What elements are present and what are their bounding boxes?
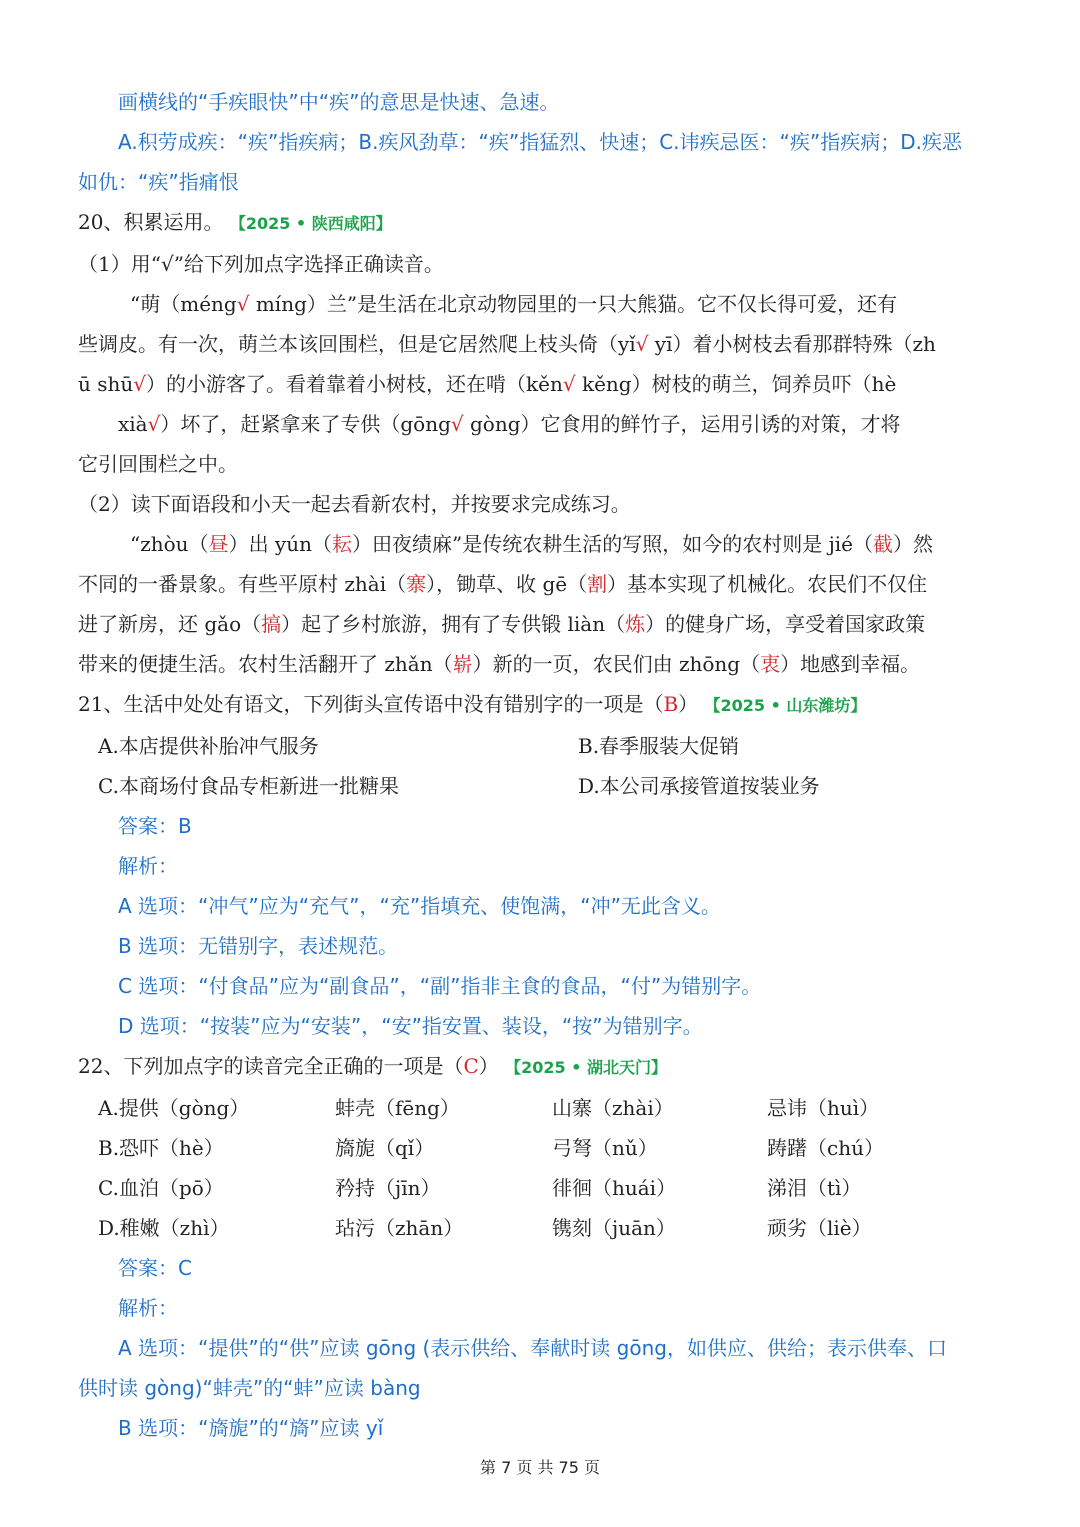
- q22-cell: 玷污（zhān）: [335, 1216, 464, 1240]
- answer-char: 截: [873, 532, 894, 556]
- q22-cell: 矜持（jīn）: [335, 1176, 441, 1200]
- q22-cell: 旖旎（qǐ）: [335, 1136, 435, 1160]
- q22-cell: 顽劣（liè）: [767, 1216, 872, 1240]
- q22-cell: B.恐吓（hè）: [98, 1136, 224, 1160]
- q21-stem: 21、生活中处处有语文，下列街头宣传语中没有错别字的一项是（B） 【2025 • 山东潍坊】: [78, 692, 867, 716]
- check-mark: √: [635, 332, 649, 356]
- q22-options: [78, 1088, 1003, 1248]
- q21-option-d: D.本公司承接管道按装业务: [578, 774, 820, 798]
- q22-cell: D.稚嫩（zhì）: [98, 1216, 230, 1240]
- q21-option-c: C.本商场付食品专柜新进一批糖果: [98, 774, 399, 798]
- page-content: [78, 82, 1003, 1448]
- q21-analysis-label: 解析：: [118, 854, 178, 878]
- q22-cell: 山寨（zhài）: [552, 1096, 674, 1120]
- answer-char: 炼: [625, 612, 646, 636]
- q21-source-tag: 【2025 • 山东潍坊】: [704, 696, 867, 715]
- q20-p1-line5: 它引回围栏之中。: [78, 452, 238, 476]
- inline-answer: B: [663, 692, 679, 716]
- q21-analysis-a: A 选项：“冲气”应为“充气”，“充”指填充、使饱满，“冲”无此含义。: [118, 894, 721, 918]
- answer-char: 昼: [208, 532, 229, 556]
- q20-p2-line1: “zhòu（昼）出 yún（耘）田夜绩麻”是传统农耕生活的写照，如今的农村则是 jié（截）然: [130, 532, 934, 556]
- q19-analysis-line3: 如仇：“疾”指痛恨: [78, 170, 239, 194]
- q22-cell: A.提供（gòng）: [98, 1096, 250, 1120]
- q22-analysis-a2: 供时读 gòng)“蚌壳”的“蚌”应读 bàng: [78, 1376, 421, 1400]
- q20-part2: （2）读下面语段和小天一起去看新农村，并按要求完成练习。: [78, 492, 631, 516]
- check-mark: √: [133, 372, 147, 396]
- q20-p1-line1: “萌（méng√ míng）兰”是生活在北京动物园里的一只大熊猫。它不仅长得可爱，还有: [130, 292, 898, 316]
- q21-option-b: B.春季服装大促销: [578, 734, 740, 758]
- q22-cell: 涕泪（tì）: [767, 1176, 862, 1200]
- q20-stem: 20、积累运用。 【2025 • 陕西咸阳】: [78, 210, 392, 234]
- check-mark: √: [450, 412, 464, 436]
- q20-p1-line2: 些调皮。有一次，萌兰本该回围栏，但是它居然爬上枝头倚（yǐ√ yī）着小树枝去看那群特殊（zh: [78, 332, 936, 356]
- q20-p2-line2: 不同的一番景象。有些平原村 zhài（寨），锄草、收 gē（割）基本实现了机械化。农民们不仅住: [78, 572, 928, 596]
- answer-char: 崭: [452, 652, 473, 676]
- inline-answer: C: [463, 1054, 479, 1078]
- q21-answer: 答案：B: [118, 814, 192, 838]
- q22-stem: 22、下列加点字的读音完全正确的一项是（C） 【2025 • 湖北天门】: [78, 1054, 668, 1078]
- q22-source-tag: 【2025 • 湖北天门】: [505, 1058, 668, 1077]
- q22-analysis-a1: A 选项：“提供”的“供”应读 gōng (表示供给、奉献时读 gōng，如供应、供给；表示供奉、口: [118, 1336, 947, 1360]
- q20-p2-line3: 进了新房，还 gǎo（搞）起了乡村旅游，拥有了专供锻 liàn（炼）的健身广场，享受着国家政策: [78, 612, 926, 636]
- q21-analysis-b: B 选项：无错别字，表述规范。: [118, 934, 399, 958]
- q22-cell: 忌讳（huì）: [767, 1096, 880, 1120]
- q22-analysis-label: 解析：: [118, 1296, 178, 1320]
- q22-cell: 蚌壳（fēng）: [335, 1096, 460, 1120]
- page-number-footer: 第 7 页 共 75 页: [480, 1458, 600, 1477]
- q22-cell: 弓弩（nǔ）: [552, 1136, 658, 1160]
- q21-option-a: A.本店提供补胎冲气服务: [98, 734, 319, 758]
- q22-answer: 答案：C: [118, 1256, 192, 1280]
- answer-char: 衷: [760, 652, 781, 676]
- q22-cell: 镌刻（juān）: [552, 1216, 676, 1240]
- q22-cell: 踌躇（chú）: [767, 1136, 884, 1160]
- answer-char: 割: [587, 572, 608, 596]
- q20-p2-line4: 带来的便捷生活。农村生活翻开了 zhǎn（崭）新的一页，农民们由 zhōng（衷）地感到幸福。: [78, 652, 921, 676]
- q21-analysis-c: C 选项：“付食品”应为“副食品”，“副”指非主食的食品，“付”为错别字。: [118, 974, 762, 998]
- q22-cell: C.血泊（pō）: [98, 1176, 224, 1200]
- q19-analysis-line2: A.积劳成疾：“疾”指疾病；B.疾风劲草：“疾”指猛烈、快速；C.讳疾忌医：“疾”指疾病；D.疾恶: [118, 130, 963, 154]
- check-mark: √: [562, 372, 576, 396]
- q21-analysis-d: D 选项：“按装”应为“安装”，“安”指安置、装设，“按”为错别字。: [118, 1014, 703, 1038]
- q19-analysis-line1: 画横线的“手疾眼快”中“疾”的意思是快速、急速。: [118, 90, 560, 114]
- q20-p1-line4: xià√）坏了，赶紧拿来了专供（gōng√ gòng）它食用的鲜竹子，运用引诱的对策，才将: [118, 412, 901, 436]
- q21-options: [78, 726, 1003, 806]
- check-mark: √: [147, 412, 161, 436]
- q22-analysis-b: B 选项：“旖旎”的“旖”应读 yǐ: [118, 1416, 384, 1440]
- answer-char: 寨: [406, 572, 427, 596]
- answer-char: 耘: [332, 532, 352, 556]
- answer-char: 搞: [261, 612, 282, 636]
- check-mark: √: [236, 292, 250, 316]
- q20-source-tag: 【2025 • 陕西咸阳】: [229, 214, 392, 233]
- q22-cell: 徘徊（huái）: [552, 1176, 677, 1200]
- q20-p1-line3: ū shū√）的小游客了。看着靠着小树枝，还在啃（kěn√ kěng）树枝的萌兰，饲养员吓（hè: [78, 372, 897, 396]
- q20-part1: （1）用“√”给下列加点字选择正确读音。: [78, 252, 444, 276]
